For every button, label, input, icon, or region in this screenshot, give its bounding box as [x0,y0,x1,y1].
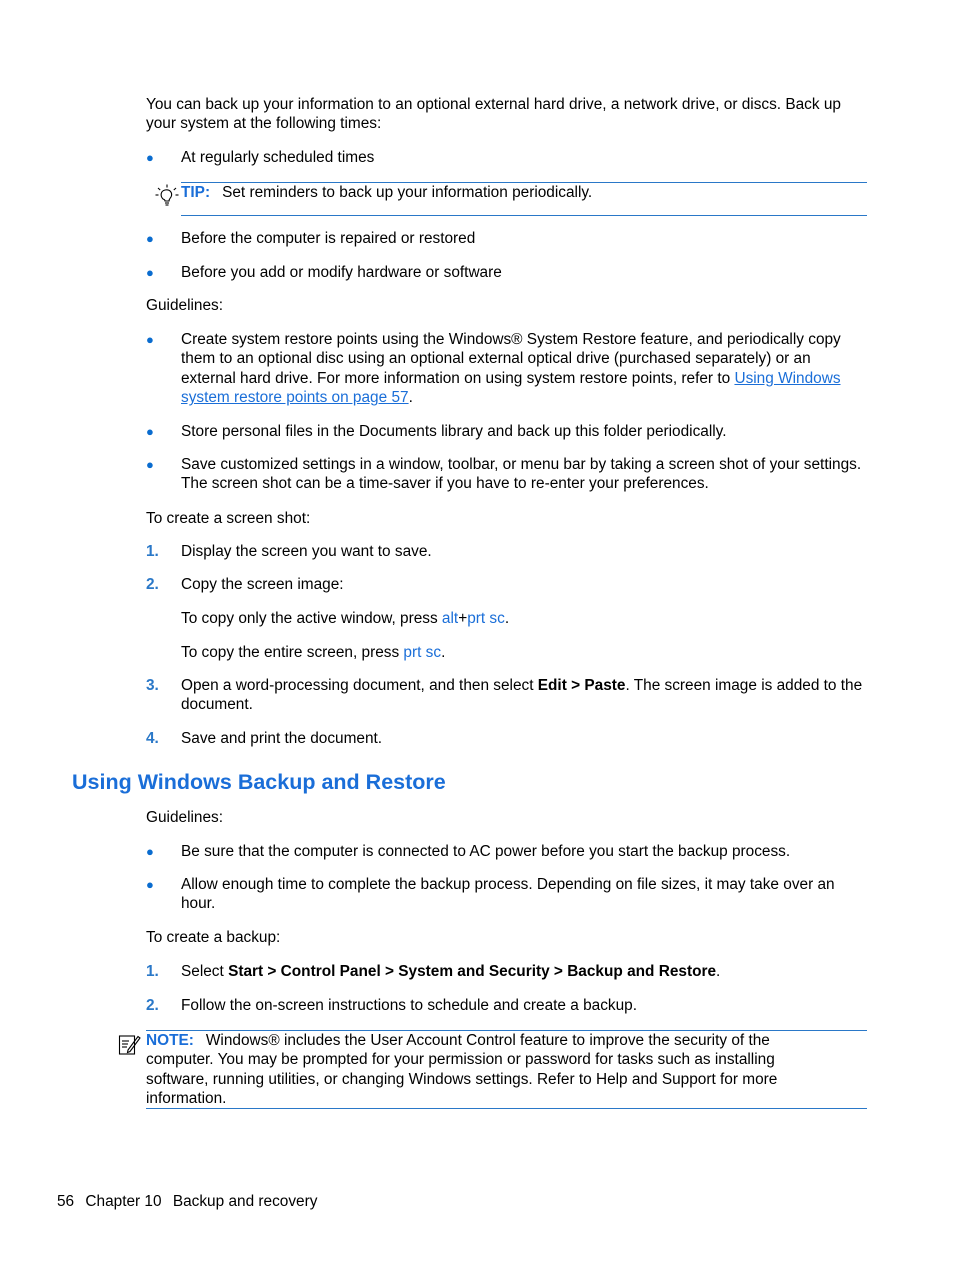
guidelines-label: Guidelines: [146,809,223,826]
chapter-label: Chapter 10 [85,1193,162,1210]
list-item: 4. Save and print the document. [146,730,383,747]
note-icon [118,1033,142,1057]
bullet-icon: ● [146,150,154,165]
list-item: ● Store personal files in the Documents library and back up this folder periodically. [146,423,727,440]
bullet-icon: ● [146,457,154,472]
backup-intro: To create a backup: [146,929,281,946]
bullet-icon: ● [146,231,154,246]
restore-points-link[interactable]: Using Windows system restore points on page 57 [181,369,841,407]
step-number: 1. [146,963,159,980]
sub-step-entire-screen: To copy the entire screen, press prt sc. [181,644,446,661]
bullet-icon: ● [146,424,154,439]
note-label: NOTE: [146,1032,194,1049]
bullet-icon: ● [146,265,154,280]
tip-box [181,182,867,216]
bullet-icon: ● [146,877,154,892]
key-alt: alt [441,610,459,627]
list-item: 2. Copy the screen image: [146,576,344,593]
note-box [146,1030,867,1109]
bullet-icon: ● [146,844,154,859]
list-item: 1. Display the screen you want to save. [146,543,432,560]
list-item: 2. Follow the on-screen instructions to schedule and create a backup. [146,997,637,1014]
step-number: 1. [146,543,159,560]
step-number: 4. [146,730,159,747]
section-title: Using Windows Backup and Restore [72,770,446,794]
list-item: ● Be sure that the computer is connected to AC power before you start the backup process. [146,843,791,860]
sub-step-active-window: To copy only the active window, press alt+prt sc. [181,610,510,627]
list-item: ● At regularly scheduled times [146,149,375,166]
list-item: ● Create system restore points using the Windows® System Restore feature, and periodically copy them to an optional disc using an optional external optical drive (purchased separately) or an external hard drive. For more information on using system restore points, refer to Using Windows system restore points on page 57. [146,331,841,407]
key-prt-sc: prt sc [467,610,505,627]
step-number: 2. [146,576,159,593]
page-number: 56 [57,1193,75,1210]
intro-paragraph: You can back up your information to an optional external hard drive, a network drive, or discs. Back up your system at the following times: [146,96,841,133]
lightbulb-icon [155,184,179,210]
list-item: 1. Select Start > Control Panel > System and Security > Backup and Restore. [146,963,721,980]
note-text: Windows® includes the User Account Control feature to improve the security of the computer. You may be prompted for your permission or password for tasks such as installing software, running utilities, or changing Windows settings. Refer to Help and Support for more information. [146,1032,778,1108]
page-footer [57,1192,324,1211]
list-item: ● Allow enough time to complete the backup process. Depending on file sizes, it may take over an hour. [146,876,835,913]
key-prt-sc: prt sc [403,644,442,661]
guidelines-label: Guidelines: [146,297,223,314]
step-number: 3. [146,677,159,694]
list-item: ● Save customized settings in a window, toolbar, or menu bar by taking a screen shot of your settings. The screen shot can be a time-saver if you have to re-enter your preferences. [146,456,862,493]
step-number: 2. [146,997,159,1014]
chapter-title: Backup and recovery [172,1193,318,1210]
bullet-icon: ● [146,332,154,347]
list-item: ● Before the computer is repaired or restored [146,230,476,247]
screenshot-intro: To create a screen shot: [146,510,311,527]
list-item: 3. Open a word-processing document, and then select Edit > Paste. The screen image is added to the document. [146,677,863,714]
tip-text: Set reminders to back up your information periodically. [222,184,593,201]
list-item: ● Before you add or modify hardware or software [146,264,502,281]
tip-label: TIP: [181,184,211,201]
